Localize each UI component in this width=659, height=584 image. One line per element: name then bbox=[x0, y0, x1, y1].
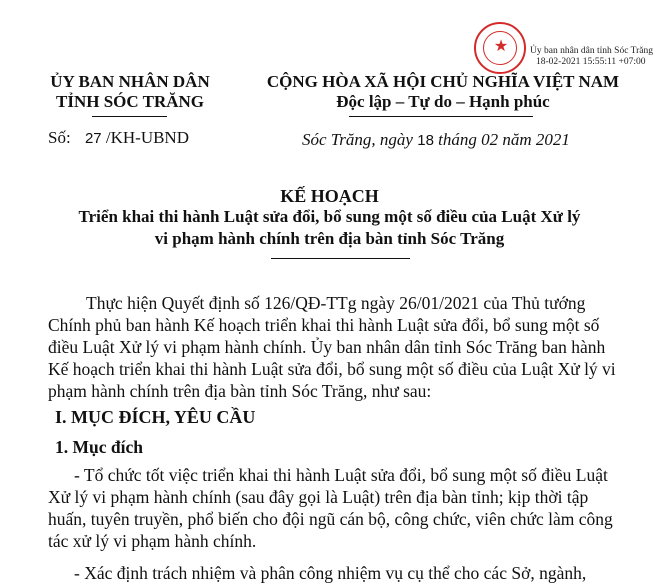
doc-number-label: Số: bbox=[48, 128, 71, 147]
document-title-line1: Triển khai thi hành Luật sửa đổi, bổ sung một số điều của Luật Xử lý bbox=[78, 207, 581, 226]
org-name-line2: TỈNH SÓC TRĂNG bbox=[56, 92, 204, 111]
org-name-line1: ỦY BAN NHÂN DÂN bbox=[50, 72, 210, 91]
document-number bbox=[48, 128, 189, 148]
seal-emblem-icon bbox=[483, 31, 517, 65]
star-icon: ★ bbox=[493, 36, 509, 55]
intro-line: phạm hành chính trên địa bàn tỉnh Sóc Trăng, như sau: bbox=[48, 381, 432, 401]
date-prefix: Sóc Trăng, ngày bbox=[302, 130, 413, 149]
purpose-line: tác xử lý vi phạm hành chính. bbox=[48, 531, 257, 551]
date-suffix: tháng 02 năm 2021 bbox=[438, 130, 570, 149]
purpose-line: huấn, tuyên truyền, phổ biến cho đội ngũ cán bộ, công chức, viên chức làm công bbox=[48, 509, 613, 529]
org-underline bbox=[92, 116, 167, 117]
digital-signature-seal bbox=[474, 22, 526, 74]
doc-number-suffix: /KH-UBND bbox=[105, 128, 189, 147]
document-title-line2: vi phạm hành chính trên địa bàn tỉnh Sóc Trăng bbox=[154, 229, 505, 248]
document-type: KẾ HOẠCH bbox=[280, 186, 379, 206]
signature-signer: Ủy ban nhân dân tỉnh Sóc Trăng bbox=[530, 46, 653, 56]
intro-line: điều Luật Xử lý vi phạm hành chính. Ủy ban nhân dân tỉnh Sóc Trăng ban hành bbox=[48, 337, 606, 357]
intro-line: Thực hiện Quyết định số 126/QĐ-TTg ngày 26/01/2021 của Thủ tướng bbox=[86, 293, 586, 313]
date-day: 18 bbox=[417, 132, 434, 149]
document-date bbox=[302, 130, 570, 150]
doc-number-value: 27 bbox=[84, 130, 102, 147]
signature-timestamp: 18-02-2021 15:55:11 +07:00 bbox=[536, 57, 646, 67]
subsection-heading: 1. Mục đích bbox=[55, 437, 143, 457]
motto-underline bbox=[349, 116, 533, 117]
intro-line: Kế hoạch triển khai thi hành Luật sửa đổi, bổ sung một số điều của Luật Xử lý vi bbox=[48, 359, 616, 379]
responsibility-line: - Xác định trách nhiệm và phân công nhiệm vụ cụ thể cho các Sở, ngành, bbox=[74, 563, 587, 583]
purpose-line: - Tổ chức tốt việc triển khai thi hành Luật sửa đổi, bổ sung một số điều Luật bbox=[74, 465, 608, 485]
purpose-line: Xử lý vi phạm hành chính (sau đây gọi là Luật) trên địa bàn tỉnh; kịp thời tập bbox=[48, 487, 589, 507]
intro-line: Chính phủ ban hành Kế hoạch triển khai thi hành Luật sửa đổi, bổ sung một số bbox=[48, 315, 600, 335]
section-heading: I. MỤC ĐÍCH, YÊU CẦU bbox=[55, 407, 256, 427]
nation-motto: Độc lập – Tự do – Hạnh phúc bbox=[336, 92, 550, 111]
nation-title: CỘNG HÒA XÃ HỘI CHỦ NGHĨA VIỆT NAM bbox=[266, 72, 620, 91]
title-underline bbox=[271, 258, 410, 259]
